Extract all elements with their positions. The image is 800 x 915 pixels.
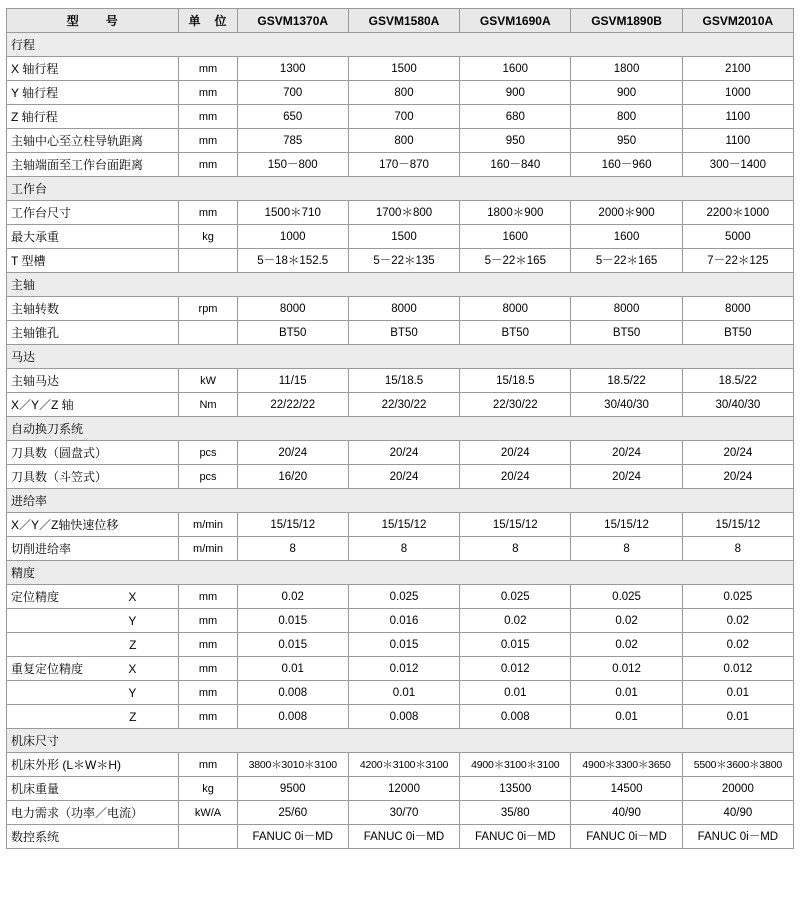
- cell-value: 15/15/12: [682, 513, 793, 537]
- cell-value: 800: [348, 81, 459, 105]
- cell-value: 680: [460, 105, 571, 129]
- row-axis-letter: Z: [129, 637, 137, 652]
- cell-value: 1100: [682, 105, 793, 129]
- header-cell-model-5: GSVM2010A: [682, 9, 793, 33]
- cell-value: 0.01: [682, 705, 793, 729]
- cell-value: 1700＊800: [348, 201, 459, 225]
- row-label: 主轴马达: [7, 369, 179, 393]
- cell-value: 0.01: [571, 705, 682, 729]
- row-axis-letter: X: [128, 589, 137, 604]
- table-row: [7, 681, 794, 705]
- row-unit: m/min: [179, 537, 237, 561]
- cell-value: 0.008: [237, 705, 348, 729]
- cell-value: BT50: [237, 321, 348, 345]
- cell-value: 1000: [237, 225, 348, 249]
- table-row: [7, 393, 794, 417]
- row-unit: kW/A: [179, 801, 237, 825]
- cell-value: FANUC 0i－MD: [460, 825, 571, 849]
- cell-value: 0.012: [571, 657, 682, 681]
- row-unit: mm: [179, 129, 237, 153]
- row-unit: mm: [179, 57, 237, 81]
- cell-value: 950: [571, 129, 682, 153]
- row-label: 主轴端面至工作台面距离: [7, 153, 179, 177]
- table-section-row: [7, 273, 794, 297]
- table-section-row: [7, 417, 794, 441]
- row-label: 刀具数（圆盘式）: [7, 441, 179, 465]
- row-unit: mm: [179, 753, 237, 777]
- table-row: [7, 825, 794, 849]
- cell-value: 5－22＊165: [460, 249, 571, 273]
- cell-value: 8: [571, 537, 682, 561]
- row-label: 主轴中心至立柱导轨距离: [7, 129, 179, 153]
- row-label: [7, 705, 179, 729]
- cell-value: FANUC 0i－MD: [571, 825, 682, 849]
- cell-value: 5－18＊152.5: [237, 249, 348, 273]
- cell-value: 22/30/22: [348, 393, 459, 417]
- row-unit: pcs: [179, 441, 237, 465]
- cell-value: 0.02: [682, 609, 793, 633]
- cell-value: 20/24: [237, 441, 348, 465]
- cell-value: 20/24: [571, 465, 682, 489]
- cell-value: 4200＊3100＊3100: [348, 753, 459, 777]
- cell-value: 15/18.5: [460, 369, 571, 393]
- table-row: [7, 513, 794, 537]
- table-row: [7, 129, 794, 153]
- table-section-row: [7, 561, 794, 585]
- cell-value: 8000: [460, 297, 571, 321]
- table-row: [7, 369, 794, 393]
- cell-value: 0.01: [682, 681, 793, 705]
- cell-value: 20/24: [460, 441, 571, 465]
- row-label: X 轴行程: [7, 57, 179, 81]
- cell-value: 2200＊1000: [682, 201, 793, 225]
- cell-value: 20/24: [682, 441, 793, 465]
- table-row: [7, 201, 794, 225]
- cell-value: 9500: [237, 777, 348, 801]
- cell-value: 1600: [460, 225, 571, 249]
- table-row: [7, 777, 794, 801]
- cell-value: 20/24: [682, 465, 793, 489]
- cell-value: 20000: [682, 777, 793, 801]
- cell-value: 0.02: [460, 609, 571, 633]
- row-unit: [179, 321, 237, 345]
- cell-value: 1800＊900: [460, 201, 571, 225]
- row-unit: kg: [179, 777, 237, 801]
- cell-value: 0.016: [348, 609, 459, 633]
- cell-value: 0.012: [460, 657, 571, 681]
- cell-value: 7－22＊125: [682, 249, 793, 273]
- cell-value: 700: [348, 105, 459, 129]
- table-row: [7, 105, 794, 129]
- header-cell-model-label: 型 号: [7, 9, 179, 33]
- row-unit: [179, 249, 237, 273]
- row-unit: kW: [179, 369, 237, 393]
- table-header-row: [7, 9, 794, 33]
- cell-value: 0.02: [571, 609, 682, 633]
- cell-value: 4900＊3300＊3650: [571, 753, 682, 777]
- cell-value: 0.025: [682, 585, 793, 609]
- cell-value: 5500＊3600＊3800: [682, 753, 793, 777]
- row-label: 机床外形 (L＊W＊H): [7, 753, 179, 777]
- cell-value: 20/24: [460, 465, 571, 489]
- cell-value: 2100: [682, 57, 793, 81]
- section-label: 进给率: [7, 489, 794, 513]
- cell-value: 0.012: [348, 657, 459, 681]
- row-label: 主轴锥孔: [7, 321, 179, 345]
- header-cell-model-3: GSVM1690A: [460, 9, 571, 33]
- cell-value: 8: [348, 537, 459, 561]
- row-label: [7, 657, 179, 681]
- row-label: [7, 609, 179, 633]
- table-row: [7, 801, 794, 825]
- section-label: 自动换刀系统: [7, 417, 794, 441]
- cell-value: 15/15/12: [237, 513, 348, 537]
- row-axis-letter: Y: [128, 685, 137, 700]
- cell-value: 0.025: [571, 585, 682, 609]
- row-unit: mm: [179, 633, 237, 657]
- cell-value: 5－22＊165: [571, 249, 682, 273]
- cell-value: 170－870: [348, 153, 459, 177]
- cell-value: 650: [237, 105, 348, 129]
- row-unit: mm: [179, 585, 237, 609]
- cell-value: 160－960: [571, 153, 682, 177]
- table-section-row: [7, 729, 794, 753]
- cell-value: 1500: [348, 57, 459, 81]
- row-unit: mm: [179, 681, 237, 705]
- cell-value: 25/60: [237, 801, 348, 825]
- cell-value: 5－22＊135: [348, 249, 459, 273]
- row-label-text: 定位精度: [11, 589, 60, 604]
- cell-value: 0.015: [348, 633, 459, 657]
- cell-value: 30/40/30: [682, 393, 793, 417]
- cell-value: 8: [237, 537, 348, 561]
- section-label: 行程: [7, 33, 794, 57]
- cell-value: 785: [237, 129, 348, 153]
- row-label: [7, 633, 179, 657]
- cell-value: 900: [460, 81, 571, 105]
- table-row: [7, 633, 794, 657]
- cell-value: 22/22/22: [237, 393, 348, 417]
- row-axis-letter: Y: [128, 613, 137, 628]
- table-row: [7, 585, 794, 609]
- table-row: [7, 705, 794, 729]
- table-row: [7, 81, 794, 105]
- row-unit: [179, 825, 237, 849]
- cell-value: 0.008: [237, 681, 348, 705]
- row-label: T 型槽: [7, 249, 179, 273]
- cell-value: 0.02: [237, 585, 348, 609]
- cell-value: 1300: [237, 57, 348, 81]
- cell-value: BT50: [571, 321, 682, 345]
- table-body: [7, 9, 794, 849]
- table-row: [7, 537, 794, 561]
- cell-value: 1100: [682, 129, 793, 153]
- cell-value: 8: [682, 537, 793, 561]
- cell-value: 40/90: [682, 801, 793, 825]
- cell-value: 1600: [571, 225, 682, 249]
- row-label: 切削进给率: [7, 537, 179, 561]
- cell-value: 8000: [237, 297, 348, 321]
- table-row: [7, 297, 794, 321]
- cell-value: 2000＊900: [571, 201, 682, 225]
- row-unit: rpm: [179, 297, 237, 321]
- cell-value: 30/40/30: [571, 393, 682, 417]
- cell-value: FANUC 0i－MD: [348, 825, 459, 849]
- row-unit: mm: [179, 705, 237, 729]
- cell-value: 20/24: [348, 465, 459, 489]
- cell-value: 15/15/12: [460, 513, 571, 537]
- table-row: [7, 225, 794, 249]
- row-unit: Nm: [179, 393, 237, 417]
- row-label: X／Y／Z 轴: [7, 393, 179, 417]
- cell-value: 30/70: [348, 801, 459, 825]
- cell-value: 0.02: [571, 633, 682, 657]
- cell-value: 800: [348, 129, 459, 153]
- header-cell-model-4: GSVM1890B: [571, 9, 682, 33]
- cell-value: 950: [460, 129, 571, 153]
- section-label: 主轴: [7, 273, 794, 297]
- cell-value: 0.01: [348, 681, 459, 705]
- row-unit: pcs: [179, 465, 237, 489]
- header-cell-unit: 单 位: [179, 9, 237, 33]
- cell-value: 35/80: [460, 801, 571, 825]
- row-label: 机床重量: [7, 777, 179, 801]
- table-row: [7, 321, 794, 345]
- cell-value: 900: [571, 81, 682, 105]
- table-section-row: [7, 345, 794, 369]
- cell-value: 14500: [571, 777, 682, 801]
- row-label: Y 轴行程: [7, 81, 179, 105]
- cell-value: 0.01: [460, 681, 571, 705]
- table-section-row: [7, 33, 794, 57]
- cell-value: 0.015: [237, 633, 348, 657]
- cell-value: BT50: [348, 321, 459, 345]
- cell-value: 700: [237, 81, 348, 105]
- cell-value: 20/24: [571, 441, 682, 465]
- cell-value: 0.025: [348, 585, 459, 609]
- row-axis-letter: Z: [129, 709, 137, 724]
- cell-value: 0.02: [682, 633, 793, 657]
- cell-value: 12000: [348, 777, 459, 801]
- row-unit: kg: [179, 225, 237, 249]
- header-cell-model-1: GSVM1370A: [237, 9, 348, 33]
- table-section-row: [7, 489, 794, 513]
- table-row: [7, 153, 794, 177]
- row-label: 工作台尺寸: [7, 201, 179, 225]
- cell-value: 15/15/12: [571, 513, 682, 537]
- cell-value: 8000: [348, 297, 459, 321]
- row-unit: m/min: [179, 513, 237, 537]
- row-axis-letter: X: [128, 661, 137, 676]
- row-unit: mm: [179, 201, 237, 225]
- cell-value: 300－1400: [682, 153, 793, 177]
- cell-value: 0.008: [460, 705, 571, 729]
- cell-value: 0.012: [682, 657, 793, 681]
- cell-value: 22/30/22: [460, 393, 571, 417]
- table-row: [7, 249, 794, 273]
- row-unit: mm: [179, 657, 237, 681]
- cell-value: 160－840: [460, 153, 571, 177]
- cell-value: 4900＊3100＊3100: [460, 753, 571, 777]
- cell-value: 800: [571, 105, 682, 129]
- cell-value: 16/20: [237, 465, 348, 489]
- cell-value: 0.01: [571, 681, 682, 705]
- cell-value: 5000: [682, 225, 793, 249]
- cell-value: 0.01: [237, 657, 348, 681]
- row-label: [7, 681, 179, 705]
- cell-value: 150－800: [237, 153, 348, 177]
- cell-value: 8: [460, 537, 571, 561]
- section-label: 马达: [7, 345, 794, 369]
- cell-value: 1600: [460, 57, 571, 81]
- row-label: Z 轴行程: [7, 105, 179, 129]
- table-row: [7, 465, 794, 489]
- row-label: 刀具数（斗笠式）: [7, 465, 179, 489]
- row-unit: mm: [179, 609, 237, 633]
- cell-value: FANUC 0i－MD: [682, 825, 793, 849]
- row-label-text: 重复定位精度: [11, 661, 84, 676]
- row-label: 主轴转数: [7, 297, 179, 321]
- cell-value: BT50: [682, 321, 793, 345]
- section-label: 工作台: [7, 177, 794, 201]
- cell-value: 0.015: [460, 633, 571, 657]
- cell-value: 1500: [348, 225, 459, 249]
- cell-value: 20/24: [348, 441, 459, 465]
- cell-value: 8000: [682, 297, 793, 321]
- table-row: [7, 441, 794, 465]
- specification-table: [6, 8, 794, 849]
- cell-value: 11/15: [237, 369, 348, 393]
- row-label: 电力需求（功率／电流）: [7, 801, 179, 825]
- cell-value: 18.5/22: [571, 369, 682, 393]
- header-cell-model-2: GSVM1580A: [348, 9, 459, 33]
- row-label: 最大承重: [7, 225, 179, 249]
- row-unit: mm: [179, 81, 237, 105]
- table-section-row: [7, 177, 794, 201]
- section-label: 机床尺寸: [7, 729, 794, 753]
- cell-value: 13500: [460, 777, 571, 801]
- table-row: [7, 753, 794, 777]
- section-label: 精度: [7, 561, 794, 585]
- cell-value: 8000: [571, 297, 682, 321]
- cell-value: 15/18.5: [348, 369, 459, 393]
- table-row: [7, 57, 794, 81]
- row-label: [7, 585, 179, 609]
- cell-value: 15/15/12: [348, 513, 459, 537]
- cell-value: BT50: [460, 321, 571, 345]
- row-unit: mm: [179, 153, 237, 177]
- cell-value: 0.008: [348, 705, 459, 729]
- cell-value: 0.025: [460, 585, 571, 609]
- cell-value: 1000: [682, 81, 793, 105]
- cell-value: 3800＊3010＊3100: [237, 753, 348, 777]
- row-label: X／Y／Z轴快速位移: [7, 513, 179, 537]
- table-row: [7, 657, 794, 681]
- cell-value: 1500＊710: [237, 201, 348, 225]
- cell-value: 18.5/22: [682, 369, 793, 393]
- cell-value: FANUC 0i－MD: [237, 825, 348, 849]
- row-label: 数控系统: [7, 825, 179, 849]
- cell-value: 0.015: [237, 609, 348, 633]
- table-row: [7, 609, 794, 633]
- cell-value: 40/90: [571, 801, 682, 825]
- cell-value: 1800: [571, 57, 682, 81]
- row-unit: mm: [179, 105, 237, 129]
